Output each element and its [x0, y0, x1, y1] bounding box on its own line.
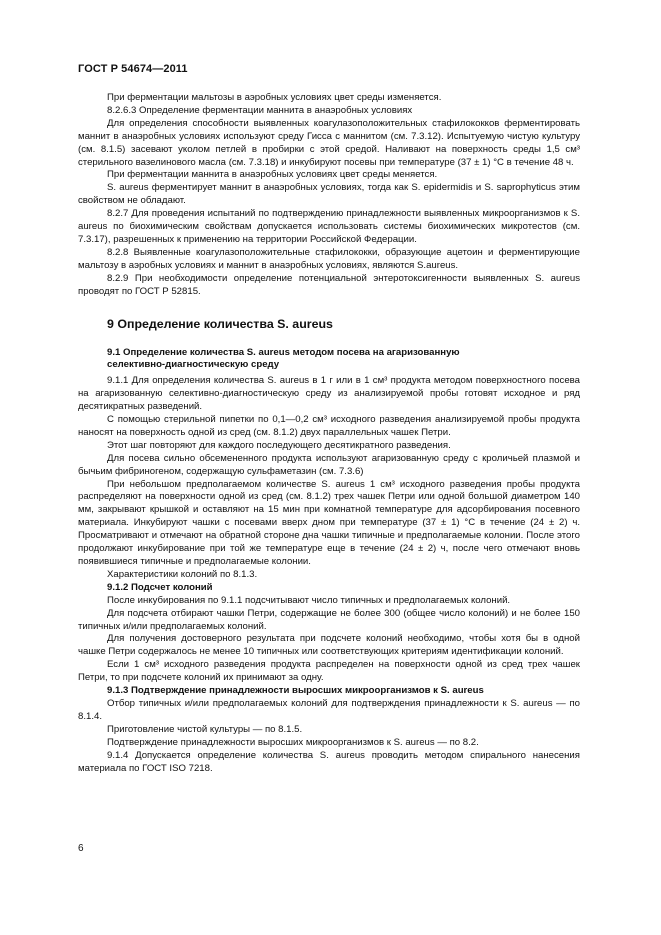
paragraph: Отбор типичных и/или предполагаемых колоний для подтверждения принадлежности к S. aureus — по 8.1.4. — [78, 697, 580, 722]
paragraph: Для определения способности выявленных коагулазоположительных стафилококков ферментировать маннит в анаэробных условиях используют среду Гисса с маннитом (см. 7.3.12). Испытуемую чистую культуру (см. 8.1.5) засевают уколом петлей в пробирки с этой средой. Наливают на поверхность среды 1,5 см³ стерильного вазелинового масла (см. 7.3.18) и инкубируют посевы при температуре (37 ± 1) °С в течение 48 ч. — [78, 117, 580, 168]
paragraph: При небольшом предполагаемом количестве S. aureus 1 см³ исходного разведения пробы продукта распределяют на поверхности одной из сред (см. 8.1.2) трех чашек Петри или одной большой диаметром 140 мм, закрывают крышкой и оставляют на 15 мин при комнатной температуре для адсорбирования посевного материала. Инкубируют чашки с посевами вверх дном при температуре (37 ± 1) °С в течение (24 ± 2) ч. Просматривают и отмечают на обратной стороне дна чашки типичные и предполагаемые колонии. После этого продолжают инкубирование при той же температуре еще в течение (24 ± 2) ч, после чего отмечают вновь появившиеся типичные и предполагаемые колонии. — [78, 478, 580, 567]
paragraph: Приготовление чистой культуры — по 8.1.5. — [107, 723, 303, 735]
paragraph: 9.1.1 Для определения количества S. aureus в 1 г или в 1 см³ продукта методом поверхностного посева на агаризованную селективно-диагностическую среду из анализируемой пробы готовят исходное и ряд десятикратных разведений. — [78, 375, 580, 413]
paragraph: 9.1.4 Допускается определение количества S. aureus проводить методом спирального нанесения материала по ГОСТ ISO 7218. — [78, 749, 580, 774]
paragraph: Подтверждение принадлежности выросших микроорганизмов к S. aureus — по 8.2. — [107, 736, 479, 748]
document-body — [78, 92, 580, 775]
document-header: ГОСТ Р 54674—2011 — [78, 63, 188, 75]
clause-heading: 8.2.6.3 Определение ферментации маннита в анаэробных условиях — [107, 104, 413, 116]
clause-heading: 9.1.3 Подтверждение принадлежности выросших микроорганизмов к S. aureus — [107, 685, 484, 697]
paragraph: 8.2.9 При необходимости определение потенциальной энтеротоксигенности выявленных S. aureus проводят по ГОСТ Р 52815. — [78, 272, 580, 297]
paragraph: Этот шаг повторяют для каждого последующего десятикратного разведения. — [107, 439, 451, 451]
page-number: 6 — [78, 843, 84, 854]
paragraph: При ферментации мальтозы в аэробных условиях цвет среды изменяется. — [107, 92, 442, 103]
paragraph: Для получения достоверного результата при подсчете колоний необходимо, чтобы хотя бы в одной чашке Петри содержалось не менее 10 типичных или соответствующих критериям идентификации колоний. — [78, 633, 580, 658]
paragraph: Если 1 см³ исходного разведения продукта распределен на поверхности одной из сред трех чашек Петри, то при подсчете колоний их принимают за одну. — [78, 659, 580, 684]
subsection-heading-line: селективно-диагностическую среду — [107, 359, 280, 371]
clause-heading: 9.1.2 Подсчет колоний — [107, 581, 213, 593]
paragraph: Характеристики колоний по 8.1.3. — [107, 568, 258, 580]
paragraph: Для посева сильно обсемененного продукта используют агаризованную среду с кроличьей плазмой и бычьим фибриногеном, содержащую сульфаметазин (см. 7.3.6) — [78, 452, 580, 477]
paragraph: После инкубирования по 9.1.1 подсчитывают число типичных и предполагаемых колоний. — [107, 594, 511, 606]
paragraph: 8.2.8 Выявленные коагулазоположительные стафилококки, образующие ацетоин и ферментирующие мальтозу в аэробных условиях и маннит в анаэробных условиях, являются S.aureus. — [78, 246, 580, 271]
paragraph: S. aureus ферментирует маннит в анаэробных условиях, тогда как S. epidermidis и S. saprophyticus этим свойством не обладают. — [78, 182, 580, 207]
section-heading: 9 Определение количества S. aureus — [107, 316, 333, 331]
paragraph: При ферментации маннита в анаэробных условиях цвет среды меняется. — [107, 169, 438, 181]
paragraph: С помощью стерильной пипетки по 0,1—0,2 см³ исходного разведения анализируемой пробы продукта наносят на поверхность одной из сред (см. 8.1.2) двух параллельных чашек Петри. — [78, 414, 580, 438]
paragraph: 8.2.7 Для проведения испытаний по подтверждению принадлежности выявленных микроорганизмов к S. aureus по биохимическим свойствам допускается использовать системы биохимических микротестов (см. 7.3.17), разрешенных к применению на территории Российской Федерации. — [78, 208, 580, 245]
subsection-heading-line: 9.1 Определение количества S. aureus методом посева на агаризованную — [107, 346, 460, 358]
subsection-heading — [78, 347, 580, 373]
paragraph: Для подсчета отбирают чашки Петри, содержащие не более 300 (общее число колоний) и не более 150 типичных и/или предполагаемых колоний. — [78, 607, 580, 632]
